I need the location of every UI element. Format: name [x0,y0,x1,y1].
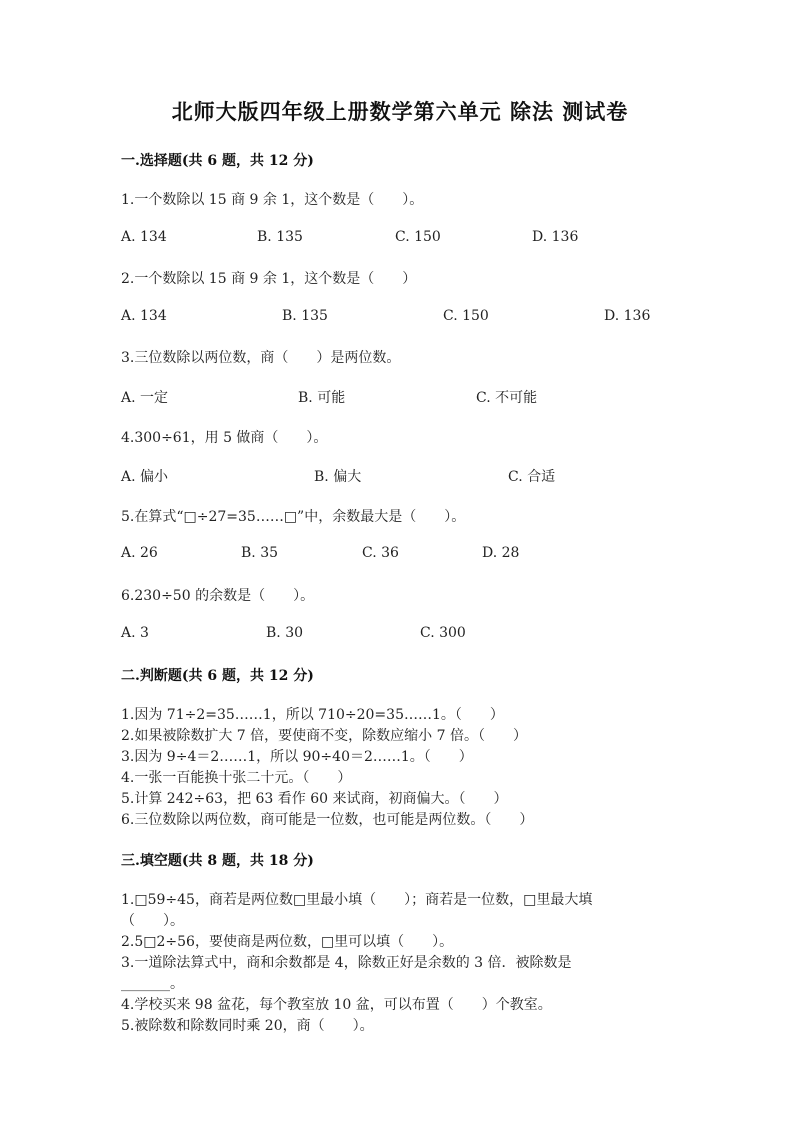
page-title: 北师大版四年级上册数学第六单元 除法 测试卷 [171,99,629,124]
section-heading-fill: 三.填空题(共 8 题，共 18 分) [121,853,314,869]
judge-item: 2.如果被除数扩大 7 倍，要使商不变，除数应缩小 7 倍。（ ） [121,728,527,744]
option-c: C. 150 [395,229,441,245]
option-b: B. 30 [266,625,304,641]
judge-item: 4.一张一百能换十张二十元。（ ） [121,770,352,786]
judge-item: 6.三位数除以两位数，商可能是一位数，也可能是两位数。（ ） [121,812,534,828]
option-b: B. 35 [241,545,279,561]
fill-item: 5.被除数和除数同时乘 20，商（ ）。 [121,1018,374,1034]
judge-item: 3.因为 9÷4＝2……1，所以 90÷40＝2……1。（ ） [121,749,473,765]
option-b: B. 135 [282,308,328,324]
option-b: B. 135 [257,229,303,245]
fill-item-continued: （ ）。 [121,913,184,929]
section-heading-choice: 一.选择题(共 6 题，共 12 分) [121,153,314,169]
option-b: B. 偏大 [314,469,362,485]
option-d: D. 136 [604,308,651,324]
fill-item-continued: _______。 [121,976,184,992]
fill-item: 3.一道除法算式中，商和余数都是 4，除数正好是余数的 3 倍．被除数是 [121,955,572,971]
question-text: 6.230÷50 的余数是（ ）。 [121,588,315,604]
fill-item: 1.□59÷45，商若是两位数□里最小填（ ）；商若是一位数，□里最大填 [121,892,593,908]
question-text: 1.一个数除以 15 商 9 余 1，这个数是（ ）。 [121,192,424,208]
question-text: 2.一个数除以 15 商 9 余 1，这个数是（ ） [121,271,417,287]
judge-item: 1.因为 71÷2=35……1，所以 710÷20=35……1。（ ） [121,707,504,723]
option-b: B. 可能 [298,390,346,406]
judge-item: 5.计算 242÷63，把 63 看作 60 来试商，初商偏大。（ ） [121,791,508,807]
option-d: D. 28 [482,545,520,561]
question-text: 5.在算式“□÷27=35……□”中，余数最大是（ ）。 [121,509,466,525]
option-a: A. 26 [121,545,158,561]
question-text: 3.三位数除以两位数，商（ ）是两位数。 [121,350,401,366]
option-c: C. 合适 [508,469,556,485]
option-a: A. 3 [121,625,149,641]
option-c: C. 300 [420,625,466,641]
option-a: A. 134 [121,229,167,245]
fill-item: 4.学校买来 98 盆花，每个教室放 10 盆，可以布置（ ）个教室。 [121,997,552,1013]
section-heading-judge: 二.判断题(共 6 题，共 12 分) [121,668,314,684]
option-a: A. 134 [121,308,167,324]
option-d: D. 136 [532,229,579,245]
option-a: A. 一定 [121,390,169,406]
option-c: C. 150 [443,308,489,324]
question-text: 4.300÷61，用 5 做商（ ）。 [121,430,328,446]
fill-item: 2.5□2÷56，要使商是两位数，□里可以填（ ）。 [121,934,454,950]
option-c: C. 36 [362,545,399,561]
option-c: C. 不可能 [476,390,538,406]
option-a: A. 偏小 [121,469,169,485]
